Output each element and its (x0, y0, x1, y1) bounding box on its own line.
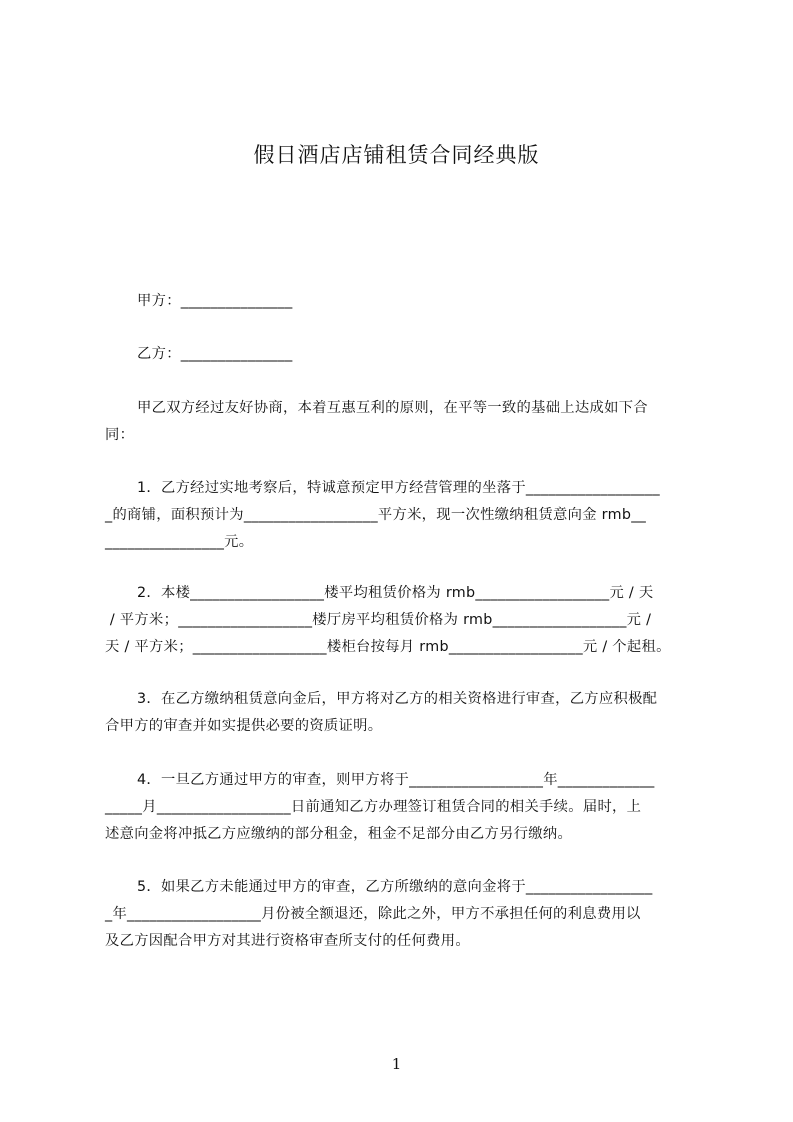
preamble-line-2: 同： (105, 427, 135, 443)
clause-2-line-3: 天 / 平方米；__________________楼柜台按每月 rmb__________________元 / 个起租。 (105, 639, 671, 655)
clause-4-line-1: 4．一旦乙方通过甲方的审查，则甲方将于__________________年_____________ (137, 772, 655, 788)
clause-3-line-2: 合甲方的审查并如实提供必要的资质证明。 (105, 718, 383, 734)
clause-4-line-2: _____月__________________日前通知乙方办理签订租赁合同的相关手续。届时，上 (105, 799, 642, 815)
clause-1-line-3: ________________元。 (105, 534, 254, 550)
clause-2-line-1: 2．本楼__________________楼平均租赁价格为 rmb__________________元 / 天 (137, 585, 654, 601)
page-number: 1 (391, 1055, 402, 1073)
document-title: 假日酒店店铺租赁合同经典版 (253, 143, 540, 167)
clause-4-line-3: 述意向金将冲抵乙方应缴纳的部分租金，租金不足部分由乙方另行缴纳。 (105, 826, 573, 842)
clause-3-line-1: 3．在乙方缴纳租赁意向金后，甲方将对乙方的相关资格进行审查，乙方应积极配 (137, 691, 658, 707)
clause-5-line-2: _年__________________月份被全额退还，除此之外，甲方不承担任何的利息费用以 (105, 906, 641, 922)
clause-5-line-1: 5．如果乙方未能通过甲方的审查，乙方所缴纳的意向金将于_________________ (137, 879, 653, 895)
party-b-line: 乙方：_______________ (137, 346, 293, 362)
clause-1-line-1: 1．乙方经过实地考察后，特诚意预定甲方经营管理的坐落于__________________ (137, 480, 660, 496)
party-a-line: 甲方：_______________ (137, 293, 293, 309)
clause-1-line-2: _的商铺，面积预计为__________________平方米，现一次性缴纳租赁意向金 rmb__ (105, 507, 647, 523)
preamble-line-1: 甲乙双方经过友好协商，本着互惠互利的原则，在平等一致的基础上达成如下合 (137, 400, 648, 416)
clause-5-line-3: 及乙方因配合甲方对其进行资格审查所支付的任何费用。 (105, 933, 470, 949)
clause-2-line-2: / 平方米；__________________楼厅房平均租赁价格为 rmb__________________元 / (105, 612, 652, 628)
